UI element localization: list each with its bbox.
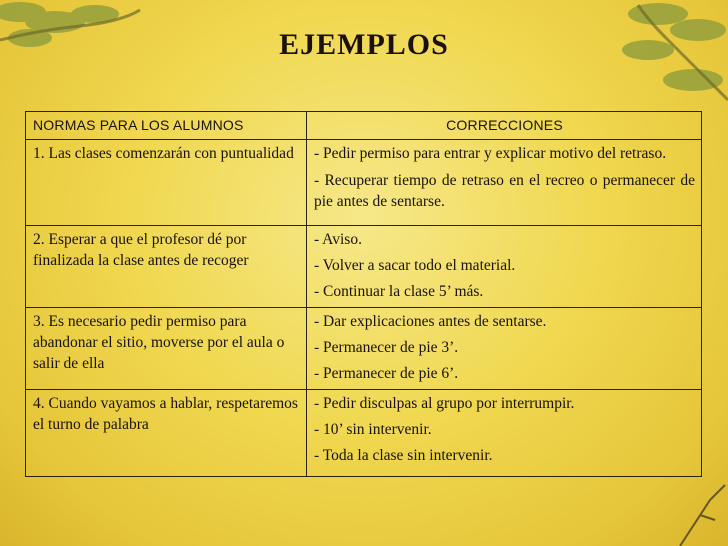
correccion-item: - Toda la clase sin intervenir. [314, 447, 493, 464]
branch-bottom-right-decoration [670, 480, 728, 546]
correcciones-cell [307, 390, 702, 477]
correccion-item: - Volver a sacar todo el material. [314, 257, 516, 274]
correccion-item: - Recuperar tiempo de retraso en el recreo o permanecer de pie antes de sentarse. [314, 172, 695, 210]
table-row [26, 390, 702, 477]
correcciones-cell [307, 226, 702, 308]
rules-table [25, 111, 702, 477]
correccion-item: - Aviso. [314, 231, 362, 248]
norma-cell: 1. Las clases comenzarán con puntualidad [26, 140, 307, 226]
correccion-item: - 10’ sin intervenir. [314, 421, 432, 438]
correcciones-cell [307, 140, 702, 226]
table-row [26, 140, 702, 226]
correccion-item: - Permanecer de pie 3’. [314, 339, 459, 356]
correcciones-cell [307, 308, 702, 390]
norma-cell: 2. Esperar a que el profesor dé por finalizada la clase antes de recoger [26, 226, 307, 308]
correccion-item: - Dar explicaciones antes de sentarse. [314, 313, 547, 330]
page-title: EJEMPLOS [279, 28, 449, 61]
table-row [26, 226, 702, 308]
correccion-item: - Pedir permiso para entrar y explicar motivo del retraso. [314, 145, 667, 162]
correccion-item: - Pedir disculpas al grupo por interrumpir. [314, 395, 575, 412]
header-correcciones: CORRECCIONES [307, 112, 702, 140]
correccion-item: - Continuar la clase 5’ más. [314, 283, 484, 300]
table-header-row [26, 112, 702, 140]
correccion-item: - Permanecer de pie 6’. [314, 365, 459, 382]
norma-cell: 4. Cuando vayamos a hablar, respetaremos el turno de palabra [26, 390, 307, 477]
norma-cell: 3. Es necesario pedir permiso para abandonar el sitio, moverse por el aula o salir de ella [26, 308, 307, 390]
header-normas: NORMAS PARA LOS ALUMNOS [26, 112, 307, 140]
table-row [26, 308, 702, 390]
